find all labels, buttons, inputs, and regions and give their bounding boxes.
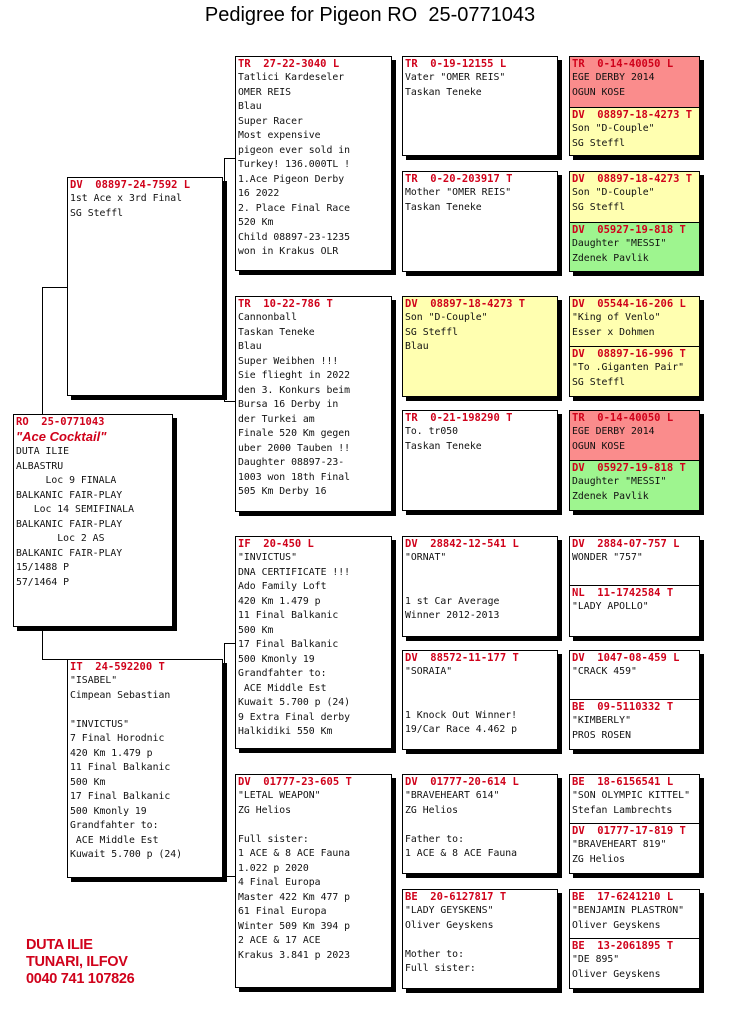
subject-name: "Ace Cocktail" (16, 429, 107, 444)
gg-grandparent-pair-box (569, 171, 700, 272)
gg-grandparent-cell[interactable] (570, 57, 699, 107)
breeder-contact (26, 937, 134, 988)
gg-grandparent-details: Daughter "MESSI" Zdenek Pavlik (572, 238, 667, 264)
gg-grandparent-cell[interactable] (570, 651, 699, 699)
gg-grandparent-details: EGE DERBY 2014 OGUN KOSE (572, 426, 655, 452)
gg-grandparent-details: "BRAVEHEART 819" ZG Helios (572, 839, 667, 865)
connector-line (42, 659, 67, 660)
great-grandparent-ring: BE 20-6127817 T (405, 891, 507, 903)
great-grandparent-ring: DV 01777-20-614 L (405, 776, 519, 788)
great-grandparent-details: "BRAVEHEART 614" ZG Helios Father to: 1 ACE & 8 ACE Fauna (405, 790, 518, 859)
gg-grandparent-cell[interactable] (570, 938, 699, 988)
gg-grandparent-pair-box (569, 650, 700, 750)
gg-grandparent-ring: BE 09-5110332 T (572, 701, 674, 713)
great-grandparent-box[interactable] (402, 536, 558, 637)
great-grandparent-box[interactable] (402, 889, 558, 989)
gg-grandparent-ring: DV 1047-08-459 L (572, 652, 680, 664)
great-grandparent-ring: DV 28842-12-541 L (405, 538, 519, 550)
connector-line (224, 643, 235, 644)
dam-box[interactable] (67, 659, 223, 878)
grandparent-details: Tatlici Kardeseler OMER REIS Blau Super Racer Most expensive pigeon ever sold in Turkey! 136.000TL ! 1.Ace Pigeon Derby 16 2022 2. Place Final Race 520 Km Child 08897-23-1235 won in Krakus OLR (238, 72, 351, 257)
connector-line (224, 876, 235, 877)
breeder-name: DUTA ILIE (26, 937, 93, 953)
gg-grandparent-details: Son "D-Couple" SG Steffl (572, 187, 655, 213)
gg-grandparent-cell[interactable] (570, 107, 699, 155)
great-grandparent-ring: TR 0-20-203917 T (405, 173, 513, 185)
gg-grandparent-pair-box (569, 410, 700, 511)
gg-grandparent-cell[interactable] (570, 585, 699, 636)
gg-grandparent-details: Son "D-Couple" SG Steffl (572, 123, 655, 149)
gg-grandparent-cell[interactable] (570, 775, 699, 823)
connector-line (42, 287, 67, 288)
subject-box[interactable] (13, 414, 173, 627)
breeder-phone: 0040 741 107826 (26, 971, 135, 987)
great-grandparent-box[interactable] (402, 171, 558, 272)
gg-grandparent-details: "To .Giganten Pair" SG Steffl (572, 362, 685, 388)
great-grandparent-details: "ORNAT" 1 st Car Average Winner 2012-2013 (405, 552, 500, 621)
sire-ring: DV 08897-24-7592 L (70, 179, 191, 191)
gg-grandparent-pair-box (569, 296, 700, 397)
grandparent-details: Cannonball Taskan Teneke Blau Super Weibhen !!! Sie flieght in 2022 den 3. Konkurs beim Bursa 16 Derby in der Turkei am Finale 520 Km gegen uber 2000 Tauben !! Daughter 08897-23- 1003 won 18th Final 505 Km Derby 16 (238, 312, 351, 497)
gg-grandparent-cell[interactable] (570, 172, 699, 222)
grandparent-details: "INVICTUS" DNA CERTIFICATE !!! Ado Family Loft 420 Km 1.479 p 11 Final Balkanic 500 Km 17 Final Balkanic 500 Kmonly 19 Grandfahter to: ACE Middle Est Kuwait 5.700 p (24) 9 Extra Final derby Halkidiki 550 Km (238, 552, 351, 737)
gg-grandparent-details: WONDER "757" (572, 552, 643, 563)
gg-grandparent-ring: BE 18-6156541 L (572, 776, 674, 788)
dam-details: "ISABEL" Cimpean Sebastian "INVICTUS" 7 Final Horodnic 420 Km 1.479 p 11 Final Balkanic 500 Km 17 Final Balkanic 500 Kmonly 19 Grandfahter to: ACE Middle Est Kuwait 5.700 p (24) (70, 675, 183, 860)
gg-grandparent-ring: TR 0-14-40050 L (572, 58, 674, 70)
gg-grandparent-ring: DV 05927-19-818 T (572, 224, 686, 236)
gg-grandparent-pair-box (569, 56, 700, 156)
gg-grandparent-cell[interactable] (570, 411, 699, 460)
connector-line (224, 643, 225, 876)
gg-grandparent-details: "KIMBERLY" PROS ROSEN (572, 715, 631, 741)
page-title: Pedigree for Pigeon RO 25-0771043 (204, 4, 536, 26)
gg-grandparent-ring: TR 0-14-40050 L (572, 412, 674, 424)
gg-grandparent-ring: DV 08897-18-4273 T (572, 109, 693, 121)
gg-grandparent-details: "LADY APOLLO" (572, 601, 649, 612)
great-grandparent-ring: DV 88572-11-177 T (405, 652, 519, 664)
great-grandparent-details: To. tr050 Taskan Teneke (405, 426, 482, 452)
gg-grandparent-ring: BE 13-2061895 T (572, 940, 674, 952)
gg-grandparent-cell[interactable] (570, 890, 699, 938)
great-grandparent-ring: TR 0-19-12155 L (405, 58, 507, 70)
great-grandparent-box[interactable] (402, 296, 558, 397)
gg-grandparent-details: EGE DERBY 2014 OGUN KOSE (572, 72, 655, 98)
grandparent-box[interactable] (235, 296, 392, 512)
sire-box[interactable] (67, 177, 223, 396)
gg-grandparent-cell[interactable] (570, 222, 699, 271)
gg-grandparent-details: "BENJAMIN PLASTRON" Oliver Geyskens (572, 905, 685, 931)
subject-details: DUTA ILIE ALBASTRU Loc 9 FINALA BALKANIC FAIR-PLAY Loc 14 SEMIFINALA BALKANIC FAIR-PLAY Loc 2 AS BALKANIC FAIR-PLAY 15/1488 P 57/1464 P (16, 446, 134, 588)
great-grandparent-box[interactable] (402, 410, 558, 511)
connector-line (224, 158, 225, 401)
great-grandparent-ring: DV 08897-18-4273 T (405, 298, 526, 310)
great-grandparent-details: Mother "OMER REIS" Taskan Teneke (405, 187, 512, 213)
gg-grandparent-ring: DV 08897-18-4273 T (572, 173, 693, 185)
grandparent-ring: TR 27-22-3040 L (238, 58, 340, 70)
grandparent-details: "LETAL WEAPON" ZG Helios Full sister: 1 ACE & 8 ACE Fauna 1.022 p 2020 4 Final Europa Master 422 Km 477 p 61 Final Europa Winter 509 Km 394 p 2 ACE & 17 ACE Krakus 3.841 p 2023 (238, 790, 351, 961)
gg-grandparent-ring: NL 11-1742584 T (572, 587, 674, 599)
gg-grandparent-pair-box (569, 889, 700, 989)
great-grandparent-ring: TR 0-21-198290 T (405, 412, 513, 424)
great-grandparent-details: "LADY GEYSKENS" Oliver Geyskens Mother to: Full sister: (405, 905, 494, 974)
dam-ring: IT 24-592200 T (70, 661, 165, 673)
gg-grandparent-ring: DV 05927-19-818 T (572, 462, 686, 474)
connector-line (224, 401, 235, 402)
great-grandparent-box[interactable] (402, 774, 558, 874)
grandparent-ring: TR 10-22-786 T (238, 298, 333, 310)
gg-grandparent-cell[interactable] (570, 297, 699, 346)
gg-grandparent-cell[interactable] (570, 537, 699, 585)
gg-grandparent-cell[interactable] (570, 460, 699, 510)
gg-grandparent-pair-box (569, 536, 700, 637)
gg-grandparent-ring: DV 2884-07-757 L (572, 538, 680, 550)
gg-grandparent-ring: DV 05544-16-206 L (572, 298, 686, 310)
great-grandparent-details: Vater "OMER REIS" Taskan Teneke (405, 72, 506, 98)
sire-details: 1st Ace x 3rd Final SG Steffl (70, 193, 183, 219)
great-grandparent-details: Son "D-Couple" SG Steffl Blau (405, 312, 488, 352)
gg-grandparent-details: Daughter "MESSI" Zdenek Pavlik (572, 476, 667, 502)
gg-grandparent-details: "SON OLYMPIC KITTEL" Stefan Lambrechts (572, 790, 690, 816)
gg-grandparent-details: "King of Venlo" Esser x Dohmen (572, 312, 661, 338)
gg-grandparent-cell[interactable] (570, 823, 699, 873)
connector-line (224, 158, 235, 159)
gg-grandparent-details: "CRACK 459" (572, 666, 637, 677)
gg-grandparent-details: "DE 895" Oliver Geyskens (572, 954, 661, 980)
grandparent-ring: IF 20-450 L (238, 538, 314, 550)
connector-line (42, 626, 43, 659)
gg-grandparent-pair-box (569, 774, 700, 874)
great-grandparent-box[interactable] (402, 56, 558, 156)
great-grandparent-box[interactable] (402, 650, 558, 750)
grandparent-box[interactable] (235, 536, 392, 749)
gg-grandparent-ring: DV 08897-16-996 T (572, 348, 686, 360)
gg-grandparent-cell[interactable] (570, 346, 699, 396)
grandparent-ring: DV 01777-23-605 T (238, 776, 352, 788)
subject-ring: RO 25-0771043 (16, 416, 105, 428)
gg-grandparent-ring: BE 17-6241210 L (572, 891, 674, 903)
breeder-location: TUNARI, ILFOV (26, 954, 128, 970)
great-grandparent-details: "SORAIA" 1 Knock Out Winner! 19/Car Race 4.462 p (405, 666, 518, 735)
grandparent-box[interactable] (235, 774, 392, 988)
gg-grandparent-cell[interactable] (570, 699, 699, 749)
grandparent-box[interactable] (235, 56, 392, 271)
connector-line (42, 287, 43, 415)
gg-grandparent-ring: DV 01777-17-819 T (572, 825, 686, 837)
